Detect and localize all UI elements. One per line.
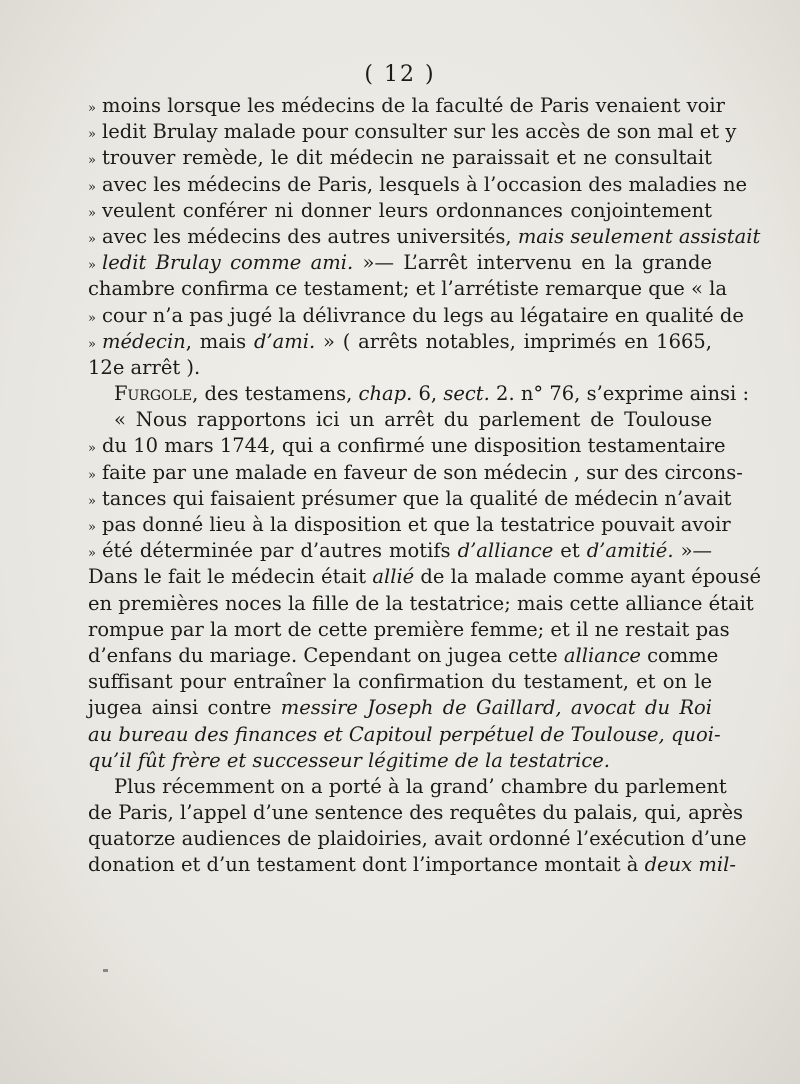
text-segment: pas donné lieu à la disposition et que la testatrice pouvait avoir — [101, 513, 731, 536]
text-segment: faite par une malade en faveur de son médecin , sur des circons- — [101, 460, 743, 484]
text-line — [88, 172, 748, 198]
text-segment: cour n’a pas jugé la délivrance du legs au légataire en qualité de — [101, 303, 744, 327]
quote-mark: » — [88, 520, 96, 535]
italic-text: sect. — [443, 382, 490, 406]
text-segment: quatorze audiences de plaidoiries, avait ordonné l’exécution d’une — [88, 827, 747, 851]
text-line — [88, 276, 728, 302]
text-line — [88, 643, 719, 669]
text-segment: Dans le fait le médecin était — [88, 565, 373, 589]
page-number: ( 12 ) — [364, 62, 436, 87]
quote-mark: » — [88, 205, 96, 221]
text-line — [88, 591, 754, 617]
text-line — [88, 669, 712, 695]
ink-mark — [103, 969, 108, 972]
body-text — [88, 93, 762, 879]
text-line — [88, 617, 730, 643]
text-line — [88, 852, 736, 878]
italic-text: allié — [372, 565, 415, 589]
text-line — [88, 198, 712, 224]
italic-text: messire Joseph de Gaillard, avocat du Roi — [280, 696, 712, 720]
text-segment: du 10 mars 1744, qui a confirmé une disposition testamentaire — [101, 434, 726, 458]
text-segment: de la malade comme ayant épousé — [414, 565, 762, 589]
text-segment: donation et d’un testament dont l’importance montait à — [88, 853, 645, 877]
text-line — [88, 800, 744, 826]
text-segment: suffisant pour entraîner la confirmation du testament, et on le — [88, 670, 712, 694]
text-line — [88, 538, 712, 564]
text-line — [88, 407, 712, 433]
text-segment: trouver remède, le dit médecin ne paraissait et ne consultait — [101, 146, 712, 170]
text-segment: 12e arrêt ). — [88, 355, 201, 379]
text-segment: chambre confirma ce testament; et l’arrétiste remarque que « la — [88, 277, 728, 301]
text-segment: 6, — [412, 382, 444, 406]
text-segment: veulent conférer ni donner leurs ordonnances conjointement — [101, 198, 712, 222]
italic-text: d’alliance — [457, 539, 554, 563]
italic-text: mais seulement assistait — [517, 224, 761, 248]
italic-text: médecin — [101, 329, 186, 353]
text-line — [88, 303, 744, 329]
text-line — [88, 250, 712, 276]
text-line — [88, 748, 712, 774]
quote-mark: » — [88, 127, 96, 143]
text-line — [88, 93, 725, 119]
quote-mark: » — [88, 101, 96, 116]
quote-mark: » — [88, 231, 96, 247]
quote-mark: » — [88, 258, 96, 274]
quote-mark: » — [88, 153, 96, 169]
text-segment: 2. n° 76, s’exprime ainsi : — [489, 382, 750, 406]
text-line — [88, 145, 712, 171]
text-line — [88, 355, 712, 381]
quote-mark: » — [88, 336, 96, 352]
text-segment: »— — [673, 539, 712, 563]
text-line — [88, 774, 727, 800]
text-segment: « Nous rapportons ici un arrêt du parlement de Toulouse — [114, 408, 712, 432]
text-segment: rompue par la mort de cette première femme; et il ne restait pas — [88, 617, 730, 641]
text-segment: avec les médecins des autres universités, — [101, 224, 518, 248]
text-segment: jugea ainsi contre — [88, 696, 281, 720]
quote-mark: » — [88, 310, 96, 326]
text-segment: , des testamens, — [192, 382, 359, 406]
italic-text: qu’il fût frère et successeur légitime de la testatrice. — [88, 748, 610, 772]
text-line — [88, 460, 743, 486]
text-segment: comme — [640, 643, 719, 667]
italic-text: deux mil- — [644, 853, 736, 877]
text-line — [88, 695, 712, 721]
quote-mark: » — [88, 546, 96, 562]
text-segment: avec les médecins de Paris, lesquels à l’occasion des maladies ne — [101, 172, 748, 196]
text-segment: Plus récemment on a porté à la grand’ chambre du parlement — [114, 774, 727, 798]
text-line — [88, 564, 762, 590]
italic-text: alliance — [563, 643, 641, 667]
text-segment: été déterminée par d’autres motifs — [101, 539, 458, 563]
quote-mark: » — [88, 467, 96, 483]
author-name: Furgole — [114, 382, 193, 406]
italic-text: ledit Brulay comme ami. — [101, 251, 354, 275]
text-segment: ledit Brulay malade pour consulter sur les accès de son mal et y — [101, 120, 737, 144]
italic-text: au bureau des finances et Capitoul perpétuel de Toulouse, quoi- — [88, 722, 721, 746]
text-segment: d’enfans du mariage. Cependant on jugea cette — [88, 643, 564, 667]
text-segment: tances qui faisaient présumer que la qualité de médecin n’avait — [101, 486, 732, 510]
text-line — [88, 381, 750, 407]
text-line — [88, 119, 737, 145]
text-segment: et — [553, 539, 587, 563]
text-segment: moins lorsque les médecins de la faculté de Paris venaient voir — [101, 94, 725, 117]
text-line — [88, 826, 747, 852]
text-line — [88, 722, 721, 748]
italic-text: chap. — [358, 382, 413, 406]
text-segment: »— L’arrêt intervenu en la grande — [353, 251, 712, 275]
text-segment: , mais — [185, 329, 254, 353]
text-segment: » ( arrêts notables, imprimés en 1665, — [315, 329, 712, 353]
text-line — [88, 486, 732, 512]
text-line — [88, 512, 731, 538]
text-segment: de Paris, l’appel d’une sentence des requêtes du palais, qui, après — [88, 801, 744, 825]
quote-mark: » — [88, 179, 96, 195]
italic-text: d’ami. — [253, 329, 316, 353]
text-line — [88, 329, 712, 355]
text-line — [88, 224, 761, 250]
quote-mark: » — [88, 493, 96, 509]
quote-mark: » — [88, 441, 96, 457]
text-line — [88, 433, 726, 459]
text-segment: en premières noces la fille de la testatrice; mais cette alliance était — [88, 591, 754, 615]
italic-text: d’amitié. — [586, 539, 674, 563]
